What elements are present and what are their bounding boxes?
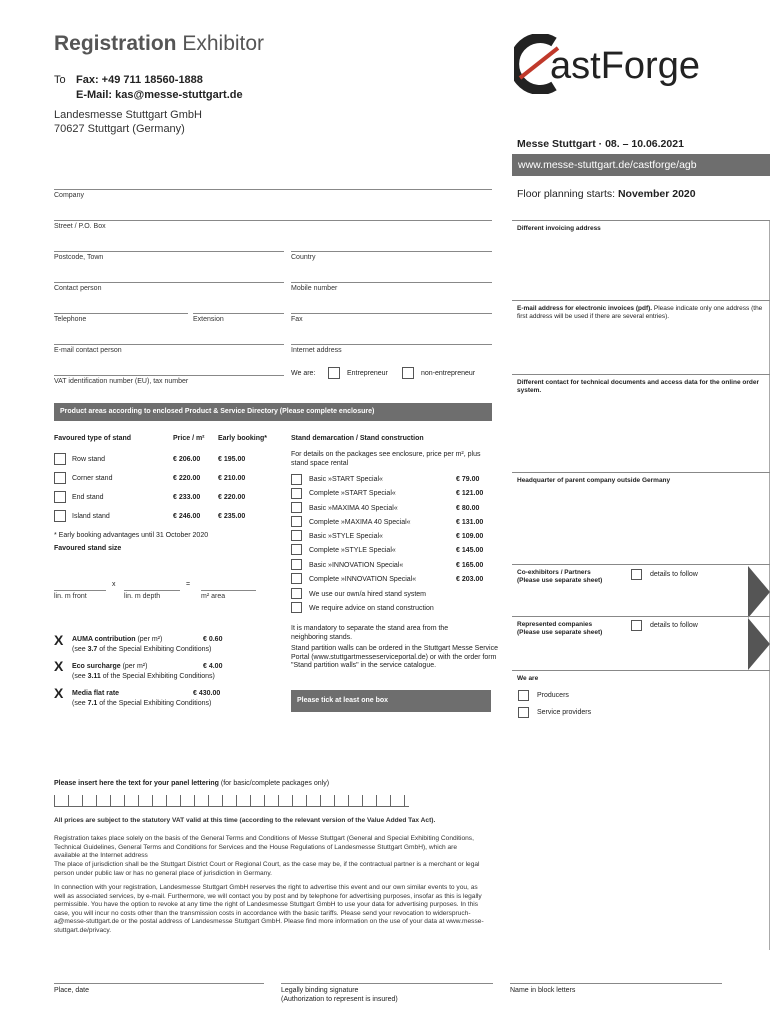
fax-field[interactable]: Fax xyxy=(291,313,492,323)
checked-x-icon: X xyxy=(54,685,64,701)
style-basic-checkbox[interactable] xyxy=(291,530,302,541)
terms-url: www.messe-stuttgart.de/castforge/agb xyxy=(512,154,770,176)
style-complete-checkbox[interactable] xyxy=(291,544,302,555)
country-field[interactable]: Country xyxy=(291,251,492,261)
stand-type-label: Island stand xyxy=(72,513,110,520)
maxima-basic-checkbox[interactable] xyxy=(291,502,302,513)
innovation-complete-checkbox[interactable] xyxy=(291,573,302,584)
front-length-field[interactable]: lin. m front xyxy=(54,590,106,600)
start-basic-checkbox[interactable] xyxy=(291,474,302,485)
lettering-label: Please insert here the text for your panel lettering (for basic/complete packages only) xyxy=(54,780,330,787)
represented-checkbox[interactable] xyxy=(631,620,642,631)
area-field[interactable]: m² area xyxy=(201,590,256,600)
fee-price: € 430.00 xyxy=(193,690,221,697)
lettering-cell-divider xyxy=(54,795,55,807)
street-field[interactable]: Street / P.O. Box xyxy=(54,220,492,230)
arrow-right-icon xyxy=(748,618,770,670)
producers-checkbox[interactable] xyxy=(518,690,529,701)
coexhibitors-box: Co-exhibitors / Partners (Please use separate sheet) xyxy=(512,564,770,616)
package-label: Basic »START Special« xyxy=(309,476,383,483)
privacy-paragraph: In connection with your registration, Landesmesse Stuttgart GmbH reserves the right to advertise this event and our own similar events to you, as well as associated services, by e-mail. Furthermore, we will contact you by post and by telephone for advertising purposes, insofar as this is legally permissible. You have the option to revoke at any time the right of Landesmesse Stuttgart GmbH to use your data for advertising purposes. In this case, you will incur no costs other than the transmission costs in accordance with the basic tariffs. Please send your revocation to widerspruch-a@messe-stuttgart.de or the postal address of Landesmesse Stuttgart GmbH. Please find more information on the use of your data at www.messe-stuttgart.de/privacy. xyxy=(54,884,484,934)
recipient-contact: To Fax: +49 711 18560-1888 E-Mail: kas@messe-stuttgart.de xyxy=(54,74,243,101)
maxima-complete-checkbox[interactable] xyxy=(291,516,302,527)
fee-reference: (see 3.7 of the Special Exhibiting Conditions) xyxy=(72,646,212,653)
package-label: Basic »INNOVATION Special« xyxy=(309,562,404,569)
stand-early-price: € 195.00 xyxy=(218,456,246,463)
stand-size-heading: Favoured stand size xyxy=(54,545,122,552)
stand-price: € 233.00 xyxy=(173,494,201,501)
construction-heading: Stand demarcation / Stand construction xyxy=(291,435,424,442)
lettering-input[interactable] xyxy=(54,795,409,807)
email-contact-field[interactable]: E-mail contact person xyxy=(54,344,284,354)
lettering-cell-divider xyxy=(96,795,97,807)
package-label: Complete »START Special« xyxy=(309,490,396,497)
lettering-cell-divider xyxy=(152,795,153,807)
package-label: Basic »MAXIMA 40 Special« xyxy=(309,505,398,512)
service-providers-label: Service providers xyxy=(537,709,592,716)
fee-label: Eco surcharge (per m²) xyxy=(72,663,148,670)
terms-paragraph: Registration takes place solely on the basis of the General Terms and Conditions of Messe Stuttgart (General and Special Exhibiting Conditions, Technical Guidelines, General Terms and Conditions for Services and the House Regulations of Landesmesse Stuttgart GmbH), which are available at the Internet address xyxy=(54,835,474,860)
early-booking-note: * Early booking advantages until 31 October 2020 xyxy=(54,532,209,539)
stand-type-label: End stand xyxy=(72,494,104,501)
lettering-cell-divider xyxy=(138,795,139,807)
package-label: Complete »INNOVATION Special« xyxy=(309,576,417,583)
fee-price: € 4.00 xyxy=(203,663,223,670)
stand-early-price: € 210.00 xyxy=(218,475,246,482)
fee-reference: (see 3.11 of the Special Exhibiting Conditions) xyxy=(72,673,215,680)
recipient-address: Landesmesse Stuttgart GmbH 70627 Stuttgart (Germany) xyxy=(54,109,202,135)
vat-field[interactable]: VAT identification number (EU), tax number xyxy=(54,375,284,385)
package-label: Complete »MAXIMA 40 Special« xyxy=(309,519,411,526)
internet-field[interactable]: Internet address xyxy=(291,344,492,354)
package-price: € 165.00 xyxy=(456,562,484,569)
service-providers-checkbox[interactable] xyxy=(518,707,529,718)
vat-note: All prices are subject to the statutory VAT valid at this time (according to the relevant version of the Value Added Tax Act). xyxy=(54,817,436,824)
fee-price: € 0.60 xyxy=(203,636,223,643)
equals-sign: = xyxy=(186,581,191,588)
entrepreneur-label: Entrepreneur xyxy=(347,370,388,377)
row-stand-checkbox[interactable] xyxy=(54,453,66,465)
coexhibitors-follow-label: details to follow xyxy=(650,571,698,578)
lettering-cell-divider xyxy=(180,795,181,807)
einvoice-box[interactable]: E-mail address for electronic invoices (pdf). Please indicate only one address (the first address will be used if there are several entries). xyxy=(512,300,770,374)
place-date-field[interactable]: Place, date xyxy=(54,983,264,995)
stand-price: € 206.00 xyxy=(173,456,201,463)
innovation-basic-checkbox[interactable] xyxy=(291,559,302,570)
email-address: E-Mail: kas@messe-stuttgart.de xyxy=(76,89,243,101)
lettering-cell-divider xyxy=(264,795,265,807)
stand-early-price: € 235.00 xyxy=(218,513,246,520)
lettering-cell-divider xyxy=(362,795,363,807)
lettering-cell-divider xyxy=(278,795,279,807)
stand-price: € 246.00 xyxy=(173,513,201,520)
own-system-checkbox[interactable] xyxy=(291,588,302,599)
corner-stand-checkbox[interactable] xyxy=(54,472,66,484)
package-price: € 131.00 xyxy=(456,519,484,526)
stand-type-heading: Favoured type of stand xyxy=(54,435,132,442)
fee-reference: (see 7.1 of the Special Exhibiting Conditions) xyxy=(72,700,212,707)
floor-planning: Floor planning starts: November 2020 xyxy=(517,188,696,200)
early-booking-heading: Early booking* xyxy=(218,435,268,442)
lettering-cell-divider xyxy=(390,795,391,807)
lettering-cell-divider xyxy=(68,795,69,807)
entrepreneur-checkbox[interactable] xyxy=(328,367,340,379)
represented-box: Represented companies (Please use separate sheet) xyxy=(512,616,770,668)
lettering-cell-divider xyxy=(82,795,83,807)
construction-intro: For details on the packages see enclosure, price per m², plus stand space rental xyxy=(291,451,481,467)
lettering-cell-divider xyxy=(250,795,251,807)
price-heading: Price / m² xyxy=(173,435,205,442)
non-entrepreneur-checkbox[interactable] xyxy=(402,367,414,379)
advice-label: We require advice on stand construction xyxy=(309,605,434,612)
lettering-cell-divider xyxy=(292,795,293,807)
represented-follow-label: details to follow xyxy=(650,622,698,629)
page-title: Registration Exhibitor xyxy=(54,32,265,55)
stand-price: € 220.00 xyxy=(173,475,201,482)
lettering-cell-divider xyxy=(124,795,125,807)
stand-type-label: Row stand xyxy=(72,456,106,463)
lettering-cell-divider xyxy=(306,795,307,807)
postcode-field[interactable]: Postcode, Town xyxy=(54,251,284,261)
own-system-label: We use our own/a hired stand system xyxy=(309,591,426,598)
event-dates: Messe Stuttgart · 08. – 10.06.2021 xyxy=(517,138,684,150)
block-letters-field[interactable]: Name in block letters xyxy=(510,983,722,995)
lettering-cell-divider xyxy=(334,795,335,807)
checked-x-icon: X xyxy=(54,632,64,648)
lettering-cell-divider xyxy=(236,795,237,807)
tick-box-notice: Please tick at least one box xyxy=(291,690,491,712)
lettering-cell-divider xyxy=(194,795,195,807)
lettering-cell-divider xyxy=(110,795,111,807)
depth-length-field[interactable]: lin. m depth xyxy=(124,590,180,600)
package-price: € 203.00 xyxy=(456,576,484,583)
end-stand-checkbox[interactable] xyxy=(54,491,66,503)
package-price: € 109.00 xyxy=(456,533,484,540)
partition-note: Stand partition walls can be ordered in the Stuttgart Messe Service Portal (www.stuttgartmesseserviceportal.de) or with the order form "Stand partition walls" in the service catalogue. xyxy=(291,645,498,669)
lettering-cell-divider xyxy=(348,795,349,807)
checked-x-icon: X xyxy=(54,658,64,674)
lettering-cell-divider xyxy=(404,795,405,807)
lettering-cell-divider xyxy=(320,795,321,807)
invoice-address-box[interactable]: Different invoicing address xyxy=(512,220,770,300)
coexhibitors-checkbox[interactable] xyxy=(631,569,642,580)
island-stand-checkbox[interactable] xyxy=(54,510,66,522)
castforge-logo xyxy=(514,34,724,94)
stand-type-label: Corner stand xyxy=(72,475,113,482)
we-are-box: We are xyxy=(512,670,770,950)
contact-person-field[interactable]: Contact person xyxy=(54,282,284,292)
start-complete-checkbox[interactable] xyxy=(291,488,302,499)
jurisdiction-paragraph: The place of jurisdiction shall be the Stuttgart District Court or Regional Court, as the case may be, if the contractual partner is a merchant or legal person under public law or has no general place of jurisdiction in Germany. xyxy=(54,861,480,877)
producers-label: Producers xyxy=(537,692,569,699)
mandatory-note: It is mandatory to separate the stand area from the neighboring stands. xyxy=(291,625,449,641)
mobile-field[interactable]: Mobile number xyxy=(291,282,492,292)
non-entrepreneur-label: non-entrepreneur xyxy=(421,370,476,377)
telephone-field[interactable]: Telephone xyxy=(54,313,188,323)
multiply-sign: x xyxy=(112,581,116,588)
stand-early-price: € 220.00 xyxy=(218,494,246,501)
lettering-cell-divider xyxy=(376,795,377,807)
extension-field[interactable]: Extension xyxy=(193,313,284,323)
fee-label: AUMA contribution (per m²) xyxy=(72,636,163,643)
lettering-cell-divider xyxy=(208,795,209,807)
lettering-cell-divider xyxy=(166,795,167,807)
signature-field[interactable]: Legally binding signature (Authorization to represent is insured) xyxy=(281,983,493,1004)
fax-number: Fax: +49 711 18560-1888 xyxy=(76,74,203,86)
package-price: € 80.00 xyxy=(456,505,480,512)
package-price: € 145.00 xyxy=(456,547,484,554)
company-field[interactable]: Company xyxy=(54,189,492,199)
logo-text: astForge xyxy=(550,45,700,87)
lettering-cell-divider xyxy=(222,795,223,807)
package-price: € 121.00 xyxy=(456,490,484,497)
headquarter-box[interactable]: Headquarter of parent company outside Germany xyxy=(512,472,770,564)
package-price: € 79.00 xyxy=(456,476,480,483)
advice-checkbox[interactable] xyxy=(291,602,302,613)
arrow-right-icon xyxy=(748,566,770,618)
fee-label: Media flat rate xyxy=(72,690,120,697)
package-label: Complete »STYLE Special« xyxy=(309,547,396,554)
tech-contact-box[interactable]: Different contact for technical documents and access data for the online order system. xyxy=(512,374,770,472)
we-are-label: We are: xyxy=(291,370,316,377)
package-label: Basic »STYLE Special« xyxy=(309,533,383,540)
product-areas-banner: Product areas according to enclosed Product & Service Directory (Please complete enclosure) xyxy=(54,403,492,421)
